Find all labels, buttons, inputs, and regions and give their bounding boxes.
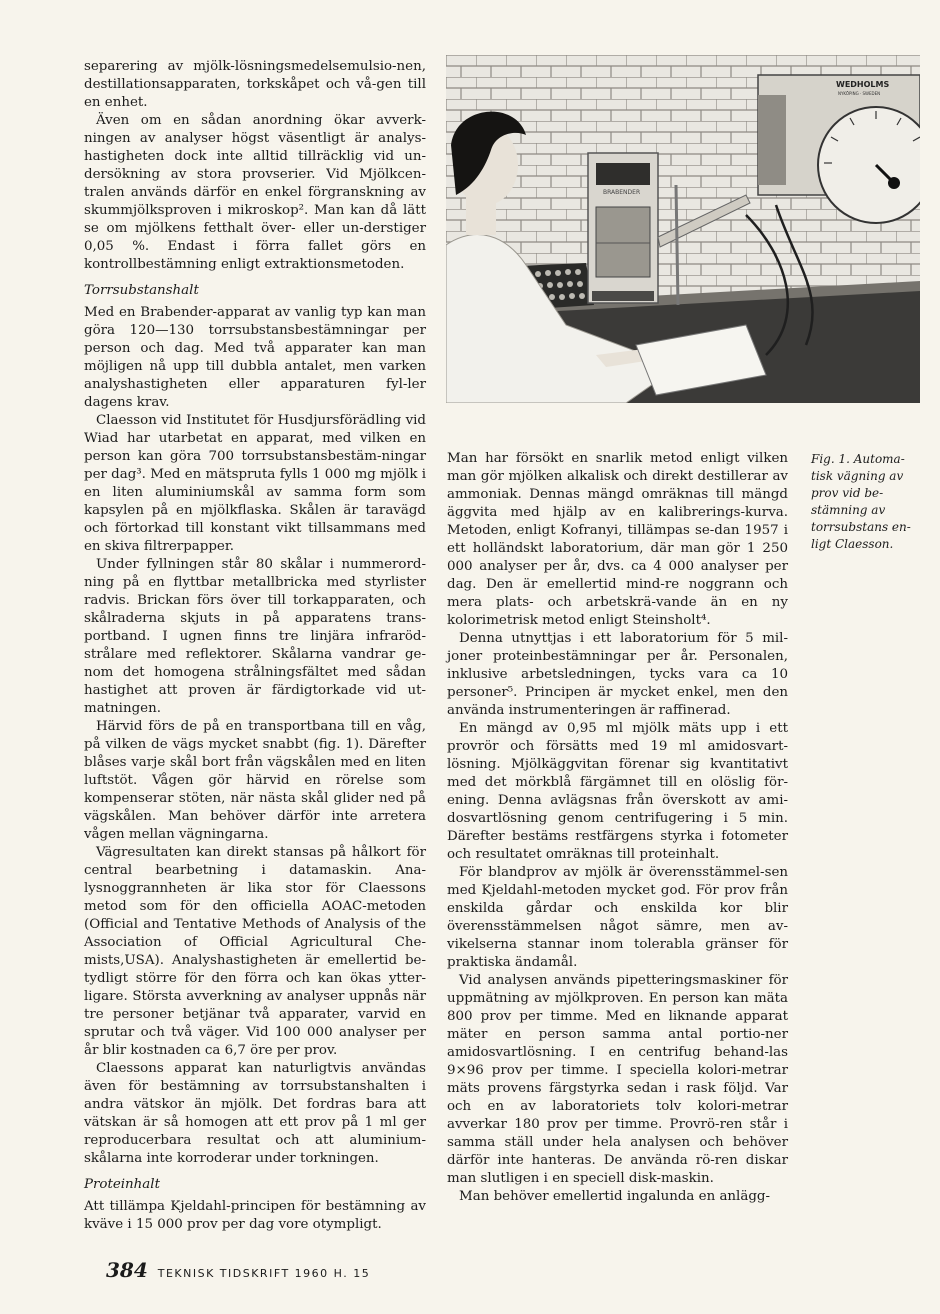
page-number: 384 [106, 1258, 148, 1282]
figure-1-photo [446, 55, 920, 403]
paragraph: Man har försökt en snarlik metod enligt vilken man gör mjölken alkalisk och direkt destillerar av ammoniak. Dennas mängd omräknas till mängd äggvita med hjälp av en kalibrerings-kurva. Metoden, enligt Kofranyi, tillämpas se-dan 1957 i ett holländskt laboratorium, där man gör 1 250 000 analyser per år, dvs. ca 4 000 analyser per dag. Den är emellertid mind-re noggrann och mera plats- och arbetskrä-vande än en ny kolorimetrisk metod enligt Steinsholt⁴. [447, 451, 788, 628]
figure-caption: Fig. 1. Automa-tisk vägning av prov vid be-stämning av torrsubstans en-ligt Claesson. [811, 452, 911, 551]
dryer-label: BRABENDER [603, 189, 641, 196]
paragraph: Vid analysen används pipetteringsmaskiner för uppmätning av mjölkproven. En person kan mäta 800 prov per timme. Med en liknande apparat mäter en person samma antal portio-ner amidosvartlösning. I en centrifug behand-las 9×96 prov per timme. I speciella kolori-metrar mäts provens färgstyrka sedan i rask följd. Var och en av laboratoriets tolv kolori-metrar avverkar 180 prov per timme. Provrö-ren står i samma ställ under hela analysen och behöver därför inte hanteras. De använda rö-ren diskar man slutligen i en speciell disk-maskin. [447, 973, 788, 1186]
page-footer [106, 1258, 370, 1282]
scale-brand-label: WEDHOLMS [836, 80, 890, 89]
section-heading-torrsubstanshalt: Torrsubstanshalt [84, 283, 199, 298]
lab-scene-illustration [446, 55, 920, 403]
paragraph: Även om en sådan anordning ökar avverk-ningen av analyser högst väsentligt är analys-hastigheten dock inte alltid tillräcklig vid un-dersökning av stora provserier. Vid Mjölkcen-tralen används därför en enkel förgranskning av skummjölksproven i mikroskop². Man kan då lätt se om mjölkens fetthalt över- eller un-derstiger 0,05 %. Endast i förra fallet görs en kontrollbestämning enligt extraktionsmetoden. [84, 113, 426, 272]
left-text-column [84, 58, 426, 1234]
scale-sublabel: NYKÖPING · SWEDEN [838, 91, 881, 96]
section-heading-proteinhalt: Proteinhalt [84, 1177, 160, 1192]
balance-apparatus [588, 153, 658, 303]
paragraph: En mängd av 0,95 ml mjölk mäts upp i ett provrör och försätts med 19 ml amidosvart-lösning. Mjölkäggvitan förenar sig kvantitativt med det mörkblå färgämnet till en olöslig för-ening. Denna avlägsnas från överskott av ami-dosvartlösning genom centrifugering i 5 min. Därefter bestäms restfärgens styrka i fotometer och resultatet omräknas till proteinhalt. [447, 721, 788, 862]
paragraph: separering av mjölk-lösningsmedelsemulsio-nen, destillationsapparaten, torkskåpet och vå-gen till en enhet. [84, 59, 426, 110]
paragraph: Med en Brabender-apparat av vanlig typ kan man göra 120—130 torrsubstansbestämningar per person och dag. Med två apparater kan man möjligen nå upp till dubbla antalet, men varken analyshastigheten eller apparaturen fyl-ler dagens krav. [84, 305, 426, 410]
paragraph: För blandprov av mjölk är överensstämmel-sen med Kjeldahl-metoden mycket god. För prov från enskilda gårdar och enskilda kor blir överensstämmelsen något sämre, men av-vikelserna stannar inom tolerabla gränser för praktiska ändamål. [447, 865, 788, 970]
paragraph: Att tillämpa Kjeldahl-principen för bestämning av kväve i 15 000 prov per dag vore otympligt. [84, 1199, 426, 1232]
paragraph: Man behöver emellertid ingalunda en anlägg- [459, 1189, 770, 1204]
paragraph: Claessons apparat kan naturligtvis användas även för bestämning av torrsubstanshalten i andra vätskor än mjölk. Det fordras bara att vätskan är så homogen att ett prov på 1 ml ger reproducerbara resultat och att aluminium-skålarna inte korroderar under torkningen. [84, 1061, 426, 1166]
paragraph: Denna utnyttjas i ett laboratorium för 5 mil-joner proteinbestämningar per år. Personalen, inklusive arbetsledningen, tycks vara ca 10 personer⁵. Principen är mycket enkel, men den använda instrumenteringen är raffinerad. [447, 631, 788, 718]
paragraph: Härvid förs de på en transportbana till en våg, på vilken de vägs mycket snabbt (fig. 1). Därefter blåses varje skål bort från vägskålen med en liten luftstöt. Vågen gör härvid en rörelse som kompenserar stöten, när nästa skål glider ned på vägskålen. Man behöver därför inte arretera vågen mellan vägningarna. [84, 719, 426, 842]
middle-text-column [447, 450, 788, 1206]
journal-title: TEKNISK TIDSKRIFT 1960 H. 15 [157, 1267, 371, 1280]
paragraph: Under fyllningen står 80 skålar i nummerord-ning på en flyttbar metallbricka med styrlister radvis. Brickan förs över till torkapparaten, och skålraderna skjuts in på apparatens trans-portband. I ugnen finns tre linjära infraröd-strålare med reflektorer. Skålarna vandrar ge-nom det homogena strålningsfältet med sådan hastighet att proven är färdigtorkade vid ut-matningen. [84, 557, 426, 716]
paragraph: Vägresultaten kan direkt stansas på hålkort för central bearbetning i datamaskin. Ana-lysnoggrannheten är lika stor för Claessons metod som för den officiella AOAC-metoden (Official and Tentative Methods of Analysis of the Association of Official Agricultural Che-mists,USA). Analyshastigheten är emellertid be-tydligt större för den förra och kan ökas ytter-ligare. Största avverkning av analyser uppnås när tre personer betjänar två apparater, varvid en sprutar och två väger. Vid 100 000 analyser per år blir kostnaden ca 6,7 öre per prov. [84, 845, 426, 1058]
paragraph: Claesson vid Institutet för Husdjursförädling vid Wiad har utarbetat en apparat, med vilken en person kan göra 700 torrsubstansbestäm-ningar per dag³. Med en mätspruta fylls 1 000 mg mjölk i en liten aluminiumskål av samma form som kapsylen på en mjölkflaska. Skålen är taravägd och förtorkad till konstant vikt tillsammans med en skiva filtrerpapper. [84, 413, 426, 554]
